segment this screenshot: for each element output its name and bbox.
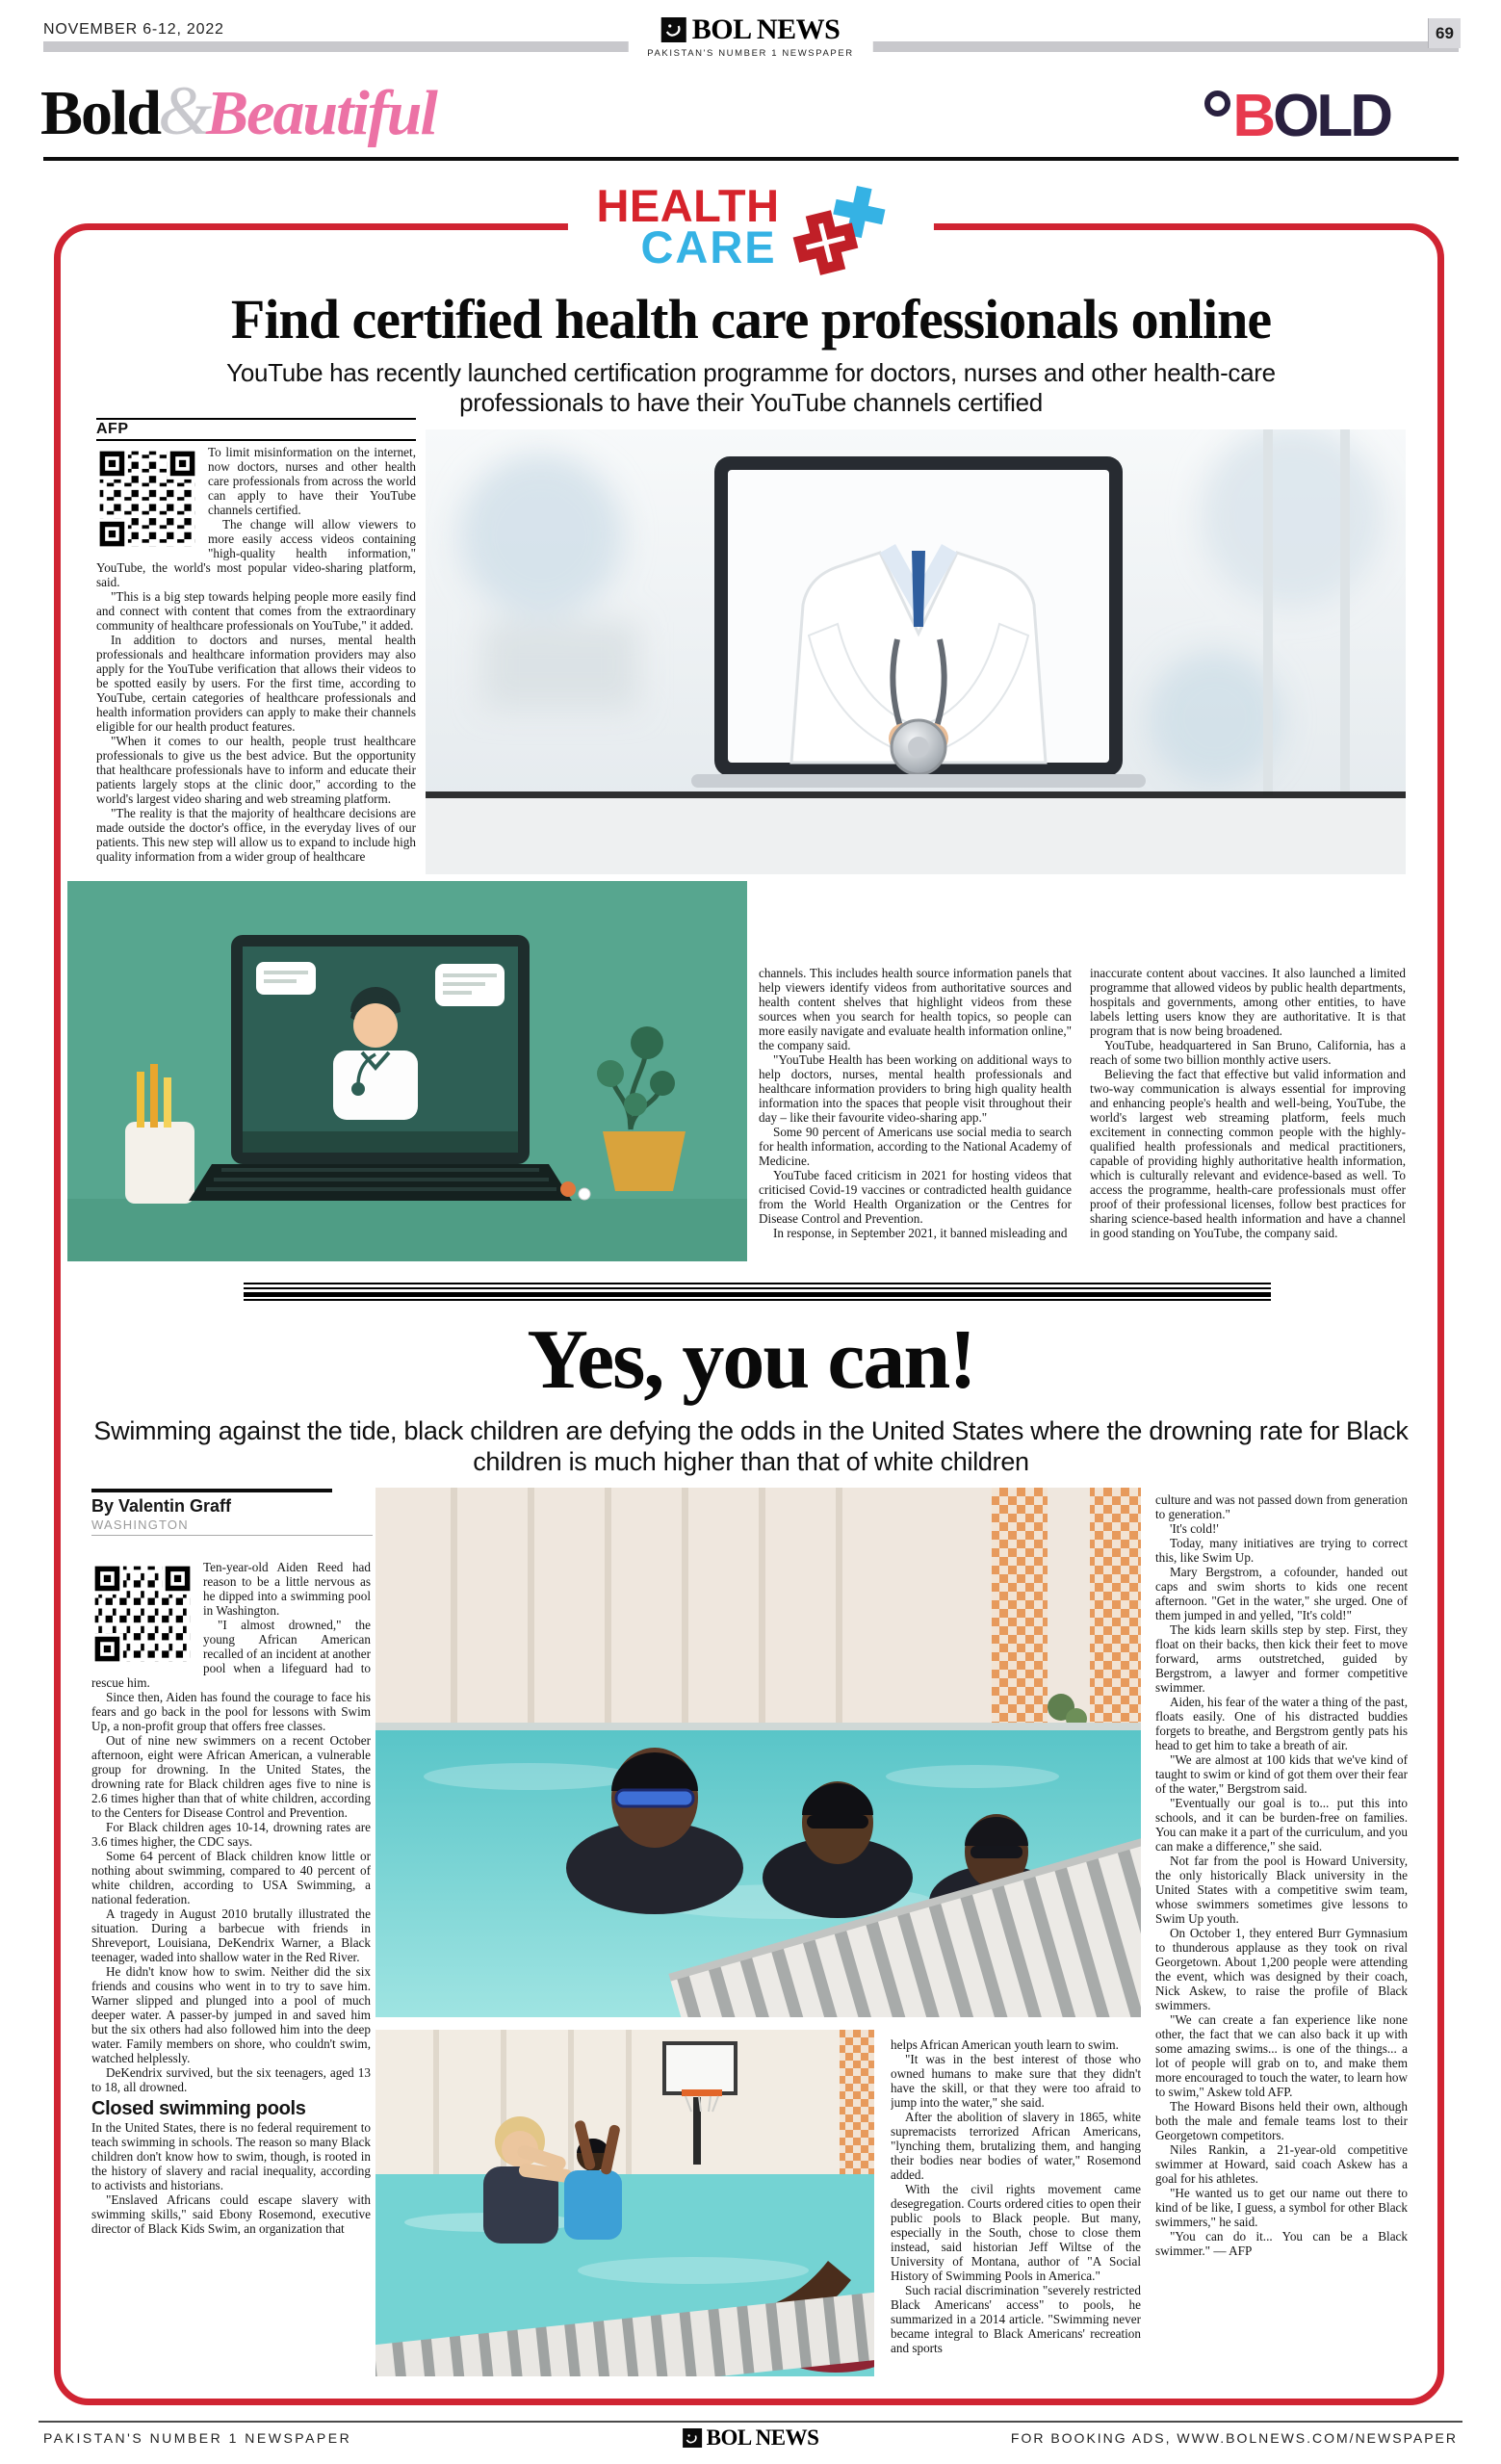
paragraph: channels. This includes health source information panels that help viewers identify videos from authoritative sources and health content shelves that highlight videos from these sources when you search for health topics, so people can more easily navigate and evaluate health information online," the company said. xyxy=(759,966,1072,1052)
article2-byline-block xyxy=(91,1489,373,1536)
paragraph: On October 1, they entered Burr Gymnasium to thunderous applause as they took on rival Georgetown. About 1,200 people were attending the event, which was designed by their coach, Nick Askew, to raise the profile of Black swimmers. xyxy=(1155,1926,1408,2012)
qr-code xyxy=(96,448,198,550)
article2-subheading: Closed swimming pools xyxy=(91,2098,306,2119)
badge-care-text: CARE xyxy=(640,221,777,273)
pool-instructor-photo xyxy=(375,2030,874,2376)
paragraph: After the abolition of slavery in 1865, white supremacists terrorized African Americans, "lynching them, brutalizing them, and hanging their bodies near bodies of water," Rosemond added. xyxy=(891,2110,1141,2182)
paragraph: "It was in the best interest of those who owned humans to make sure that they didn't have the skill, or that they were too afraid to jump into the water," she said. xyxy=(891,2052,1141,2110)
paragraph: "We can create a fan experience like none other, the fact that we can also back it up with some amazing swims... is one of the things... a lot of people will grab on to, and make them more encouraged to touch the water, to learn how to swim," Askew told AFP. xyxy=(1155,2012,1408,2099)
article1-column-2 xyxy=(759,966,1072,1266)
footer-center-logo xyxy=(683,2425,819,2451)
paragraph: The change will allow viewers to more easily access videos containing "high-quality health information," YouTube, the world's most popular video-sharing platform, said. xyxy=(96,517,416,589)
telehealth-illustration xyxy=(67,881,747,1261)
byline-author: By Valentin Graff xyxy=(91,1496,232,1516)
article1-headline: Find certified health care professionals online xyxy=(230,288,1272,350)
bold-corner-logo xyxy=(1204,83,1390,149)
paragraph: In the United States, there is no federal requirement to teach swimming in schools. The reason so many Black children don't know how to swim, though, is rooted in the history of slavery and racial inequality, according to activists and historians. xyxy=(91,2120,371,2192)
article2-column-1 xyxy=(91,1560,371,2390)
paragraph: He didn't know how to swim. Neither did the six friends and cousins who went in to try to save him. Warner slipped and plunged into a pool of much deeper water. A passer-by jumped in and saved him but the six others had also followed him into the deep water. Family members on shore, who couldn't swim, watched helplessly. xyxy=(91,1964,371,2065)
paragraph: "YouTube Health has been working on additional ways to help doctors, nurses, mental health professionals and healthcare information providers to bring high quality health information into the spaces that people visit throughout their day – like their favourite video-sharing app." xyxy=(759,1052,1072,1125)
article2-column-3 xyxy=(1155,1492,1408,2383)
medical-crosses-icon xyxy=(770,181,905,281)
paragraph: inaccurate content about vaccines. It also launched a limited programme that allowed videos by public health departments, hospitals and governments, among other entities, to have labels letting users know they are authoritative. It is that program that is now being broadened. xyxy=(1090,966,1406,1038)
paragraph: Mary Bergstrom, a cofounder, handed out caps and swim shorts to kids one recent afternoon. "Get in the water," she urged. One of them jumped in and yelled, "It's cold!" xyxy=(1155,1565,1408,1622)
paragraph: Today, many initiatives are trying to correct this, like Swim Up. xyxy=(1155,1536,1408,1565)
paragraph: Some 90 percent of Americans use social media to search for health information, according to the National Academy of Medicine. xyxy=(759,1125,1072,1168)
paragraph: Since then, Aiden has found the courage to face his fears and go back in the pool for lessons with Swim Up, a non-profit group that offers free classes. xyxy=(91,1690,371,1733)
kicker-label: AFP xyxy=(96,421,129,437)
paragraph: helps African American youth learn to swim. xyxy=(891,2037,1119,2052)
masthead-rule xyxy=(43,157,1459,161)
paragraph: Aiden, his fear of the water a thing of the past, floats easily. One of his distracted buddies forgets to breathe, and Bergstrom gently pats his head to get him to take a breath of air. xyxy=(1155,1695,1408,1752)
bold-logo-old: OLD xyxy=(1273,83,1390,149)
footer-left-text: PAKISTAN'S NUMBER 1 NEWSPAPER xyxy=(43,2430,352,2446)
byline-dateline: WASHINGTON xyxy=(91,1517,189,1532)
paragraph: "We are almost at 100 kids that we've kind of taught to swim or kind of got them over their fear of the water," Bergstrom said. xyxy=(1155,1752,1408,1796)
paragraph: Out of nine new swimmers on a recent October afternoon, eight were African American, a vulnerable group for drowning. In the United States, the drowning rate for Black children ages five to nine is 2.6 times higher than that of white children, according to the Centers for Disease Control and Prevention. xyxy=(91,1733,371,1820)
paragraph: For Black children ages 10-14, drowning rates are 3.6 times higher, the CDC says. xyxy=(91,1820,371,1849)
bol-news-header-logo xyxy=(628,12,873,59)
paragraph: Such racial discrimination "severely restricted Black Americans' access" to pools, he summarized in a 2014 article. "Swimming never became integral to Black Americans' recreation and sports xyxy=(891,2283,1141,2355)
issue-date: NOVEMBER 6-12, 2022 xyxy=(43,21,224,38)
bol-news-wordmark: BOL NEWS xyxy=(691,13,841,45)
paragraph: Some 64 percent of Black children know little or nothing about swimming, compared to 40 percent of white children, according to USA Swimming, a national federation. xyxy=(91,1849,371,1906)
kicker-rule xyxy=(96,439,416,441)
paragraph: In response, in September 2021, it banned misleading and xyxy=(773,1226,1068,1240)
bol-logo-icon xyxy=(661,17,686,42)
paragraph: In addition to doctors and nurses, mental health professionals and healthcare information providers may also apply for the YouTube verification that allows their videos to be spotted easily by users. For the first time, according to YouTube, certain categories of healthcare professionals and health information providers can apply to make their channels eligible for our health product features. xyxy=(96,633,416,734)
article2-headline: Yes, you can! xyxy=(527,1313,975,1407)
article2-column-2 xyxy=(891,2037,1141,2376)
article1-column-1 xyxy=(96,445,416,878)
bol-logo-icon xyxy=(683,2428,702,2448)
paragraph: To limit misinformation on the internet, now doctors, nurses and other health care professionals from across the world can apply to have their YouTube channels certified. xyxy=(208,445,416,517)
paragraph: "When it comes to our health, people trust healthcare professionals to give us the best advice. But the opportunity that healthcare professionals have to inform and educate their patients largely stops at the clinic door," according to the world's largest video sharing and web streaming platform. xyxy=(96,734,416,806)
paragraph: Ten-year-old Aiden Reed had reason to be a little nervous as he dipped into a swimming pool in Washington. xyxy=(203,1560,371,1618)
paragraph: YouTube faced criticism in 2021 for hosting videos that criticised Covid-19 vaccines or contradicted health guidance from the World Health Organization or the Centres for Disease Control and Prevention. xyxy=(759,1168,1072,1226)
paragraph: "He wanted us to get our name out there to kind of be like, I guess, a symbol for other Black swimmers," he said. xyxy=(1155,2186,1408,2229)
paragraph: The Howard Bisons held their own, although both the male and female teams lost to their Georgetown competitors. xyxy=(1155,2099,1408,2142)
paragraph: "Enslaved Africans could escape slavery with swimming skills," said Ebony Rosemond, executive director of Black Kids Swim, an organization that xyxy=(91,2192,371,2236)
article1-subtitle: YouTube has recently launched certification programme for doctors, nurses and other health-care professionals to have their YouTube channels certified xyxy=(226,358,1276,418)
qr-code xyxy=(91,1563,194,1665)
paragraph: The kids learn skills step by step. First, they float on their backs, then kick their feet to move forward, arms outstretched, guided by Bergstrom, a lawyer and former competitive swimmer. xyxy=(1155,1622,1408,1695)
section-masthead xyxy=(40,71,436,151)
paragraph: Not far from the pool is Howard University, the only historically Black university in the United States with a competitive swim team, whose swimmers sometimes give lessons to Swim Up youth. xyxy=(1155,1854,1408,1926)
swim-lesson-photo xyxy=(375,1488,1141,2017)
article-divider-rules xyxy=(244,1283,1271,1301)
page-number: 69 xyxy=(1428,18,1461,48)
masthead-bold: Bold xyxy=(40,78,161,148)
paragraph: With the civil rights movement came desegregation. Courts ordered cities to open their public pools to Black people. But many, especially in the South, chose to close them instead, said historian Jeff Wiltse of the University of Montana, author of "A Social History of Swimming Pools in America." xyxy=(891,2182,1141,2283)
paragraph: Niles Rankin, a 21-year-old competitive swimmer at Howard, said coach Askew has a goal for his athletes. xyxy=(1155,2142,1408,2186)
health-care-badge xyxy=(567,180,933,281)
paragraph: culture and was not passed down from generation to generation." xyxy=(1155,1492,1408,1521)
masthead-ampersand: & xyxy=(158,72,213,149)
paragraph: DeKendrix survived, but the six teenagers, aged 13 to 18, all drowned. xyxy=(91,2065,371,2094)
paragraph: 'It's cold!' xyxy=(1170,1521,1219,1536)
doctor-stethoscope-photo xyxy=(426,429,1406,874)
article1-kicker xyxy=(96,418,416,441)
article2-subtitle: Swimming against the tide, black children are defying the odds in the United States where the drowning rate for Black children is much higher than that of white children xyxy=(93,1416,1409,1477)
bold-logo-b: B xyxy=(1232,83,1274,149)
paragraph: "This is a big step towards helping people more easily find and connect with content that comes from the extraordinary community of healthcare professionals on YouTube," it added. xyxy=(96,589,416,633)
footer-right-text: FOR BOOKING ADS, WWW.BOLNEWS.COM/NEWSPAPER xyxy=(1010,2430,1458,2446)
bol-tagline: PAKISTAN'S NUMBER 1 NEWSPAPER xyxy=(647,48,854,59)
paragraph: "You can do it... You can be a Black swimmer." — AFP xyxy=(1155,2229,1408,2258)
paragraph: YouTube, headquartered in San Bruno, California, has a reach of some two billion monthly active users. xyxy=(1090,1038,1406,1067)
paragraph: "The reality is that the majority of healthcare decisions are made outside the doctor's office, in the everyday lives of our patients. This new step will allow us to expand to include high quality information from a wider group of healthcare xyxy=(96,806,416,864)
paragraph: "I almost drowned," the young African American recalled of an incident at another pool when a lifeguard had to rescue him. xyxy=(91,1618,371,1690)
degree-ring-icon xyxy=(1204,91,1230,117)
footer-rule xyxy=(39,2421,1462,2423)
paragraph: A tragedy in August 2010 brutally illustrated the situation. During a barbecue with friends in Shreveport, Louisiana, DeKendrix Warner, a Black teenager, waded into shallow water in the Red River. xyxy=(91,1906,371,1964)
masthead-beautiful: Beautiful xyxy=(206,78,436,148)
paragraph: "Eventually our goal is to... put this into schools, and it can be burden-free on families. You can make it a part of the curriculum, and you can make a difference," she said. xyxy=(1155,1796,1408,1854)
bol-news-wordmark: BOL NEWS xyxy=(706,2425,819,2450)
byline-rule xyxy=(91,1489,332,1492)
badge-health-text: HEALTH xyxy=(596,180,780,231)
paragraph: Believing the fact that effective but valid information and two-way communication is always essential for improving and enhancing people's health and well-being, YouTube, the world's largest web streaming platform, feels much excitement in connecting common people with the highly-qualified health professionals and medical practitioners, capable of providing highly authoritative health information, which is culturally relevant and evidence-based as well. To access the programme, health-care professionals must offer proof of their professional licenses, follow best practices for sharing science-based health information and have a channel in good standing on YouTube, the company said. xyxy=(1090,1067,1406,1240)
byline-thin-rule xyxy=(91,1535,373,1536)
article1-column-3 xyxy=(1090,966,1406,1266)
